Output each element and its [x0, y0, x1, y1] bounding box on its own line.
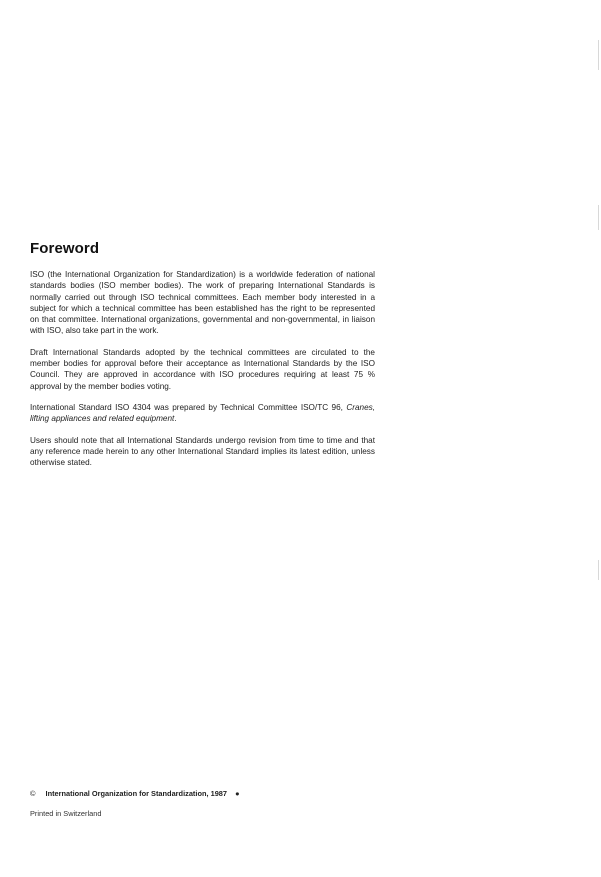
copyright-line: [30, 789, 240, 798]
scan-edge-mark: [598, 205, 599, 230]
bullet-icon: ●: [235, 789, 240, 798]
foreword-heading: Foreword: [30, 240, 100, 257]
foreword-paragraph-4: Users should note that all International Standards undergo revision from time to time and that any reference made herein to any other International Standard implies its latest edition, unless otherwise stated.: [30, 435, 375, 468]
scan-edge-mark: [598, 40, 599, 70]
foreword-paragraph-1: ISO (the International Organization for Standardization) is a worldwide federation of national standards bodies (ISO member bodies). The work of preparing International Standards is normally carried out through ISO technical committees. Each member body interested in a subject for which a technical committee has been established has the right to be represented on that committee. International organizations, governmental and non-governmental, in liaison with ISO, also take part in the work.: [30, 270, 375, 336]
foreword-section: [30, 240, 375, 478]
scan-edge-mark: [598, 560, 599, 580]
copyright-icon: ©: [30, 789, 36, 798]
standard-sentence-suffix: .: [174, 414, 177, 424]
committee-title: Cranes, lifting appliances and related equipment: [30, 402, 375, 424]
copyright-text: International Organization for Standardization, 1987: [45, 789, 228, 798]
printed-in-line: Printed in Switzerland: [30, 809, 102, 818]
foreword-paragraph-3: [30, 402, 375, 425]
foreword-paragraph-2: Draft International Standards adopted by the technical committees are circulated to the member bodies for approval before their acceptance as International Standards by the ISO Council. They are approved in accordance with ISO procedures requiring at least 75 % approval by the member bodies voting.: [30, 347, 375, 391]
standard-sentence-prefix: International Standard ISO 4304 was prepared by Technical Committee ISO/TC 96,: [30, 402, 343, 412]
